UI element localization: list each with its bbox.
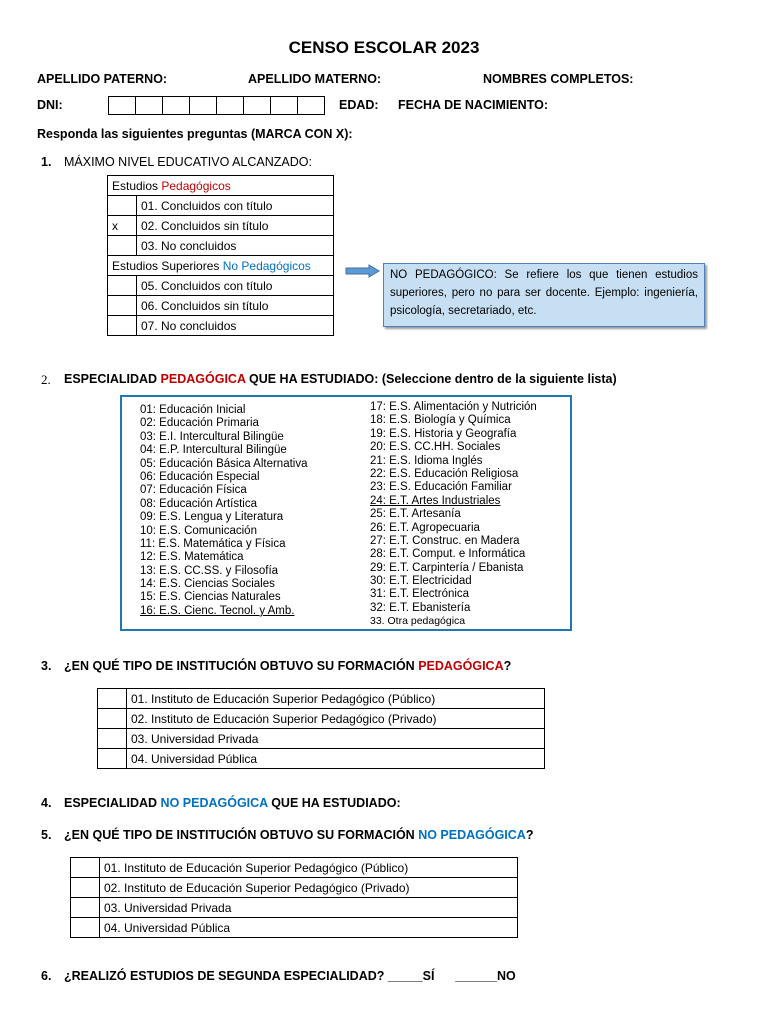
- dni-box[interactable]: [297, 96, 325, 115]
- list-item: 17: E.S. Alimentación y Nutrición: [370, 401, 537, 413]
- list-item: 24: E.T. Artes Industriales: [370, 494, 501, 507]
- q1-mark-cell[interactable]: [108, 296, 137, 316]
- especialidad-left-column: [140, 404, 308, 618]
- table-row[interactable]: [71, 878, 518, 898]
- q3-table: [97, 688, 545, 769]
- q1-option: 01. Concluidos con título: [137, 196, 334, 216]
- q4-text: ESPECIALIDAD NO PEDAGÓGICA QUE HA ESTUDIADO:: [64, 796, 401, 810]
- q5-option: 03. Universidad Privada: [100, 898, 518, 918]
- list-item: 07: Educación Física: [140, 484, 247, 497]
- q2-number: 2.: [41, 372, 51, 387]
- dni-box[interactable]: [135, 96, 163, 115]
- list-item: 10: E.S. Comunicación: [140, 524, 257, 537]
- q1-group1-header: Estudios Pedagógicos: [108, 176, 334, 196]
- list-item: 23: E.S. Educación Familiar: [370, 481, 512, 494]
- table-row[interactable]: [108, 196, 334, 216]
- list-item: 08: Educación Artística: [140, 497, 257, 510]
- q1-option: 03. No concluidos: [137, 236, 334, 256]
- q5-option: 02. Instituto de Educación Superior Pedagógico (Privado): [100, 878, 518, 898]
- q1-table: [107, 175, 334, 336]
- edad-label: EDAD:: [339, 98, 379, 112]
- q1-mark-cell[interactable]: [108, 276, 137, 296]
- list-item: 32: E.T. Ebanistería: [370, 601, 471, 614]
- table-row[interactable]: [71, 858, 518, 878]
- list-item: 15: E.S. Ciencias Naturales: [140, 591, 281, 604]
- list-item: 30: E.T. Electricidad: [370, 575, 472, 588]
- dni-box[interactable]: [108, 96, 136, 115]
- q1-option: 02. Concluidos sin título: [137, 216, 334, 236]
- q1-mark-cell[interactable]: [108, 316, 137, 336]
- page-title: CENSO ESCOLAR 2023: [288, 38, 480, 57]
- q6-number: 6.: [41, 969, 52, 983]
- table-row[interactable]: [98, 749, 545, 769]
- arrow-right-icon: [345, 264, 381, 278]
- q3-mark-cell[interactable]: [98, 689, 127, 709]
- table-row[interactable]: [71, 898, 518, 918]
- table-row[interactable]: [98, 729, 545, 749]
- q3-mark-cell[interactable]: [98, 709, 127, 729]
- list-item: 18: E.S. Biología y Química: [370, 414, 511, 427]
- q1-group2-header: Estudios Superiores No Pedagógicos: [108, 256, 334, 276]
- nombres-label: NOMBRES COMPLETOS:: [483, 72, 634, 86]
- dni-box[interactable]: [270, 96, 298, 115]
- q5-option: 04. Universidad Pública: [100, 918, 518, 938]
- list-item: 26: E.T. Agropecuaria: [370, 521, 480, 534]
- table-row[interactable]: [108, 316, 334, 336]
- especialidad-right-column: [370, 401, 537, 629]
- list-item: 27: E.T. Construc. en Madera: [370, 534, 520, 547]
- q3-option: 01. Instituto de Educación Superior Pedagógico (Público): [127, 689, 545, 709]
- list-item: 11: E.S. Matemática y Física: [140, 537, 286, 550]
- table-row[interactable]: [108, 236, 334, 256]
- list-item: 01: Educación Inicial: [140, 404, 246, 416]
- list-item: 19: E.S. Historia y Geografía: [370, 427, 517, 440]
- list-item: 22: E.S. Educación Religiosa: [370, 467, 519, 480]
- apellido-materno-label: APELLIDO MATERNO:: [248, 72, 382, 86]
- list-item: 06: Educación Especial: [140, 470, 260, 483]
- q5-table: [70, 857, 518, 938]
- instructions: Responda las siguientes preguntas (MARCA CON X):: [37, 127, 353, 141]
- q1-option: 05. Concluidos con título: [137, 276, 334, 296]
- list-item: 14: E.S. Ciencias Sociales: [140, 578, 275, 591]
- list-item: 05: Educación Básica Alternativa: [140, 457, 308, 470]
- table-row[interactable]: [108, 296, 334, 316]
- q2-text: ESPECIALIDAD PEDAGÓGICA QUE HA ESTUDIADO: (Seleccione dentro de la siguiente lista): [64, 372, 617, 386]
- q5-mark-cell[interactable]: [71, 898, 100, 918]
- list-item: 03: E.I. Intercultural Bilingüe: [140, 430, 284, 443]
- dni-boxes[interactable]: [109, 96, 325, 115]
- q1-mark-cell[interactable]: [108, 196, 137, 216]
- q3-number: 3.: [41, 659, 52, 673]
- apellido-paterno-label: APELLIDO PATERNO:: [37, 72, 168, 86]
- list-item: 20: E.S. CC.HH. Sociales: [370, 441, 501, 454]
- q5-mark-cell[interactable]: [71, 858, 100, 878]
- q1-text: MÁXIMO NIVEL EDUCATIVO ALCANZADO:: [64, 155, 312, 169]
- q3-option: 04. Universidad Pública: [127, 749, 545, 769]
- table-row[interactable]: [108, 216, 334, 236]
- q3-mark-cell[interactable]: [98, 729, 127, 749]
- list-item: 04: E.P. Intercultural Bilingüe: [140, 444, 287, 457]
- especialidad-list: [120, 395, 572, 631]
- q4-number: 4.: [41, 796, 52, 810]
- dni-label: DNI:: [37, 98, 63, 112]
- list-item: 12: E.S. Matemática: [140, 551, 244, 564]
- q5-text: ¿EN QUÉ TIPO DE INSTITUCIÓN OBTUVO SU FORMACIÓN NO PEDAGÓGICA?: [64, 828, 534, 842]
- list-item: 09: E.S. Lengua y Literatura: [140, 511, 284, 524]
- table-row[interactable]: [98, 709, 545, 729]
- q5-number: 5.: [41, 828, 52, 842]
- no-pedagogico-note: NO PEDAGÓGICO: Se refiere los que tienen estudios superiores, pero no para ser docente. Ejemplo: ingeniería, psicología, secretariado, etc.: [383, 263, 705, 327]
- dni-box[interactable]: [162, 96, 190, 115]
- q1-number: 1.: [41, 155, 52, 169]
- q5-option: 01. Instituto de Educación Superior Pedagógico (Público): [100, 858, 518, 878]
- table-row[interactable]: [108, 276, 334, 296]
- q1-option: 06. Concluidos sin título: [137, 296, 334, 316]
- list-item: 28: E.T. Comput. e Informática: [370, 548, 526, 561]
- q3-option: 02. Instituto de Educación Superior Pedagógico (Privado): [127, 709, 545, 729]
- table-row[interactable]: [98, 689, 545, 709]
- fecha-label: FECHA DE NACIMIENTO:: [398, 98, 548, 112]
- q5-mark-cell[interactable]: [71, 918, 100, 938]
- list-item: 21: E.S. Idioma Inglés: [370, 454, 483, 467]
- list-item: 33. Otra pedagógica: [370, 615, 466, 628]
- dni-box[interactable]: [243, 96, 271, 115]
- list-item: 29: E.T. Carpintería / Ebanista: [370, 561, 524, 574]
- q1-mark-cell[interactable]: [108, 236, 137, 256]
- list-item: 02: Educación Primaria: [140, 417, 259, 430]
- q5-mark-cell[interactable]: [71, 878, 100, 898]
- list-item: 13: E.S. CC.SS. y Filosofía: [140, 564, 279, 577]
- q6-text: ¿REALIZÓ ESTUDIOS DE SEGUNDA ESPECIALIDAD? _____SÍ ______NO: [64, 969, 516, 983]
- list-item: 31: E.T. Electrónica: [370, 588, 470, 601]
- q1-option: 07. No concluidos: [137, 316, 334, 336]
- dni-box[interactable]: [189, 96, 217, 115]
- dni-box[interactable]: [216, 96, 244, 115]
- q3-mark-cell[interactable]: [98, 749, 127, 769]
- list-item: 16: E.S. Cienc. Tecnol. y Amb.: [140, 604, 295, 617]
- q1-mark-cell[interactable]: x: [108, 216, 137, 236]
- q3-text: ¿EN QUÉ TIPO DE INSTITUCIÓN OBTUVO SU FORMACIÓN PEDAGÓGICA?: [64, 659, 512, 673]
- list-item: 25: E.T. Artesanía: [370, 508, 461, 521]
- table-row[interactable]: [71, 918, 518, 938]
- q3-option: 03. Universidad Privada: [127, 729, 545, 749]
